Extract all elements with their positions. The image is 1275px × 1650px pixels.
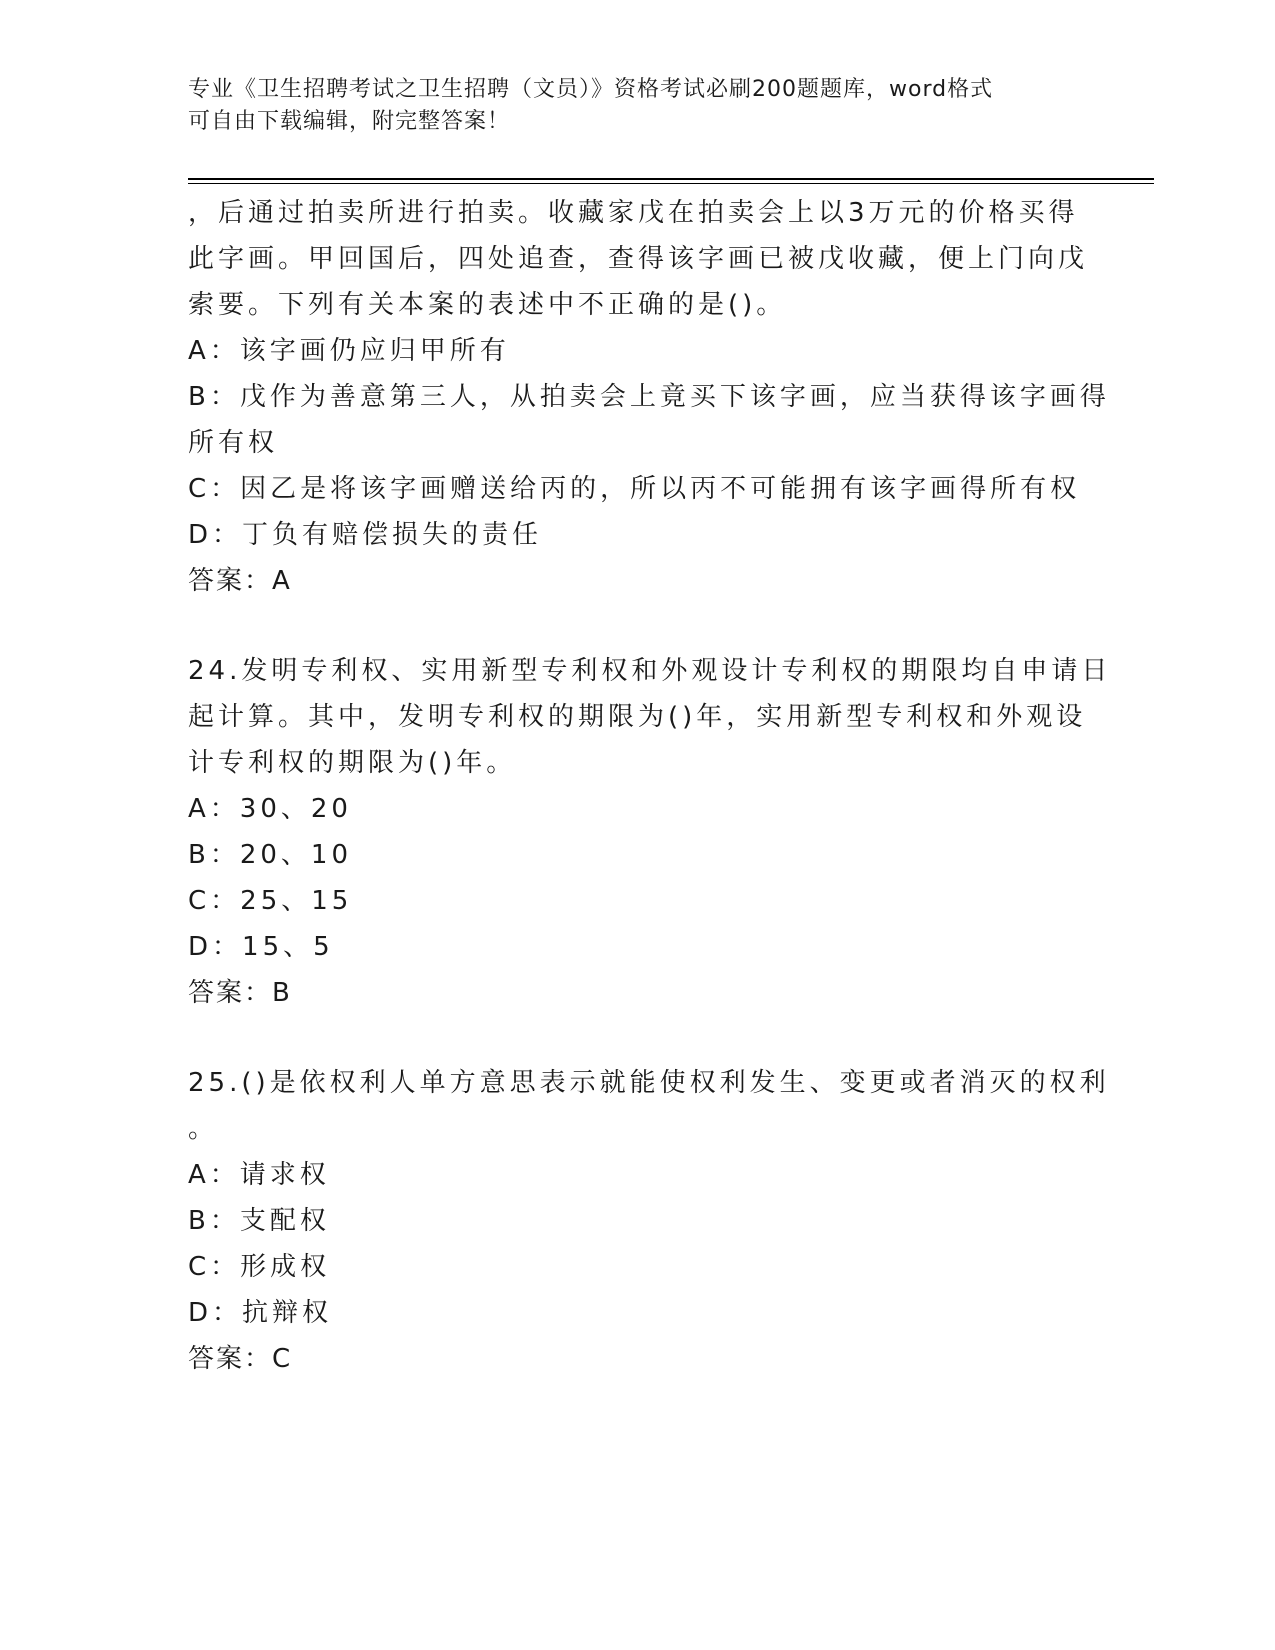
question-stem-line: 此字画。甲回国后，四处追查，查得该字画已被戊收藏，便上门向戊 [188, 244, 1089, 274]
option-c: C：形成权 [188, 1252, 331, 1282]
option-c: C：因乙是将该字画赠送给丙的，所以丙不可能拥有该字画得所有权 [188, 474, 1081, 504]
question-stem-line: 起计算。其中，发明专利权的期限为()年，实用新型专利权和外观设 [188, 702, 1087, 732]
question-stem-line: 25.()是依权利人单方意思表示就能使权利发生、变更或者消灭的权利 [188, 1068, 1110, 1098]
question-spacer [188, 1016, 1088, 1060]
page-header [188, 74, 1068, 138]
header-title-line-1: 专业《卫生招聘考试之卫生招聘（文员）》资格考试必刷200题题库，word格式 [188, 77, 994, 102]
option-b: B：支配权 [188, 1206, 330, 1236]
question-stem-line: ，后通过拍卖所进行拍卖。收藏家戊在拍卖会上以3万元的价格买得 [188, 198, 1079, 228]
option-b: B：20、10 [188, 840, 353, 870]
question-spacer [188, 604, 1088, 648]
question-25 [188, 1060, 1110, 1382]
option-b-continued: 所有权 [188, 428, 279, 458]
question-stem-line: 索要。下列有关本案的表述中不正确的是()。 [188, 290, 787, 320]
question-stem-line: 计专利权的期限为()年。 [188, 748, 517, 778]
header-title-line-2: 可自由下载编辑，附完整答案！ [188, 109, 511, 134]
option-c: C：25、15 [188, 886, 353, 916]
question-23 [188, 190, 1110, 604]
answer-line: 答案：C [188, 1344, 293, 1374]
option-d: D：15、5 [188, 932, 334, 962]
option-b: B：戊作为善意第三人，从拍卖会上竟买下该字画，应当获得该字画得 [188, 382, 1110, 412]
question-stem-line: 24.发明专利权、实用新型专利权和外观设计专利权的期限均自申请日 [188, 656, 1112, 686]
question-24 [188, 648, 1112, 1016]
option-d: D：丁负有赔偿损失的责任 [188, 520, 543, 550]
question-content [188, 190, 1112, 1382]
header-rule-thin [188, 183, 1154, 184]
option-a: A：30、20 [188, 794, 352, 824]
option-d: D：抗辩权 [188, 1298, 333, 1328]
option-a: A：该字画仍应归甲所有 [188, 336, 510, 366]
question-stem-line: 。 [188, 1114, 219, 1144]
answer-line: 答案：B [188, 978, 292, 1008]
option-a: A：请求权 [188, 1160, 330, 1190]
answer-line: 答案：A [188, 566, 292, 596]
header-rule-thick [188, 178, 1154, 180]
